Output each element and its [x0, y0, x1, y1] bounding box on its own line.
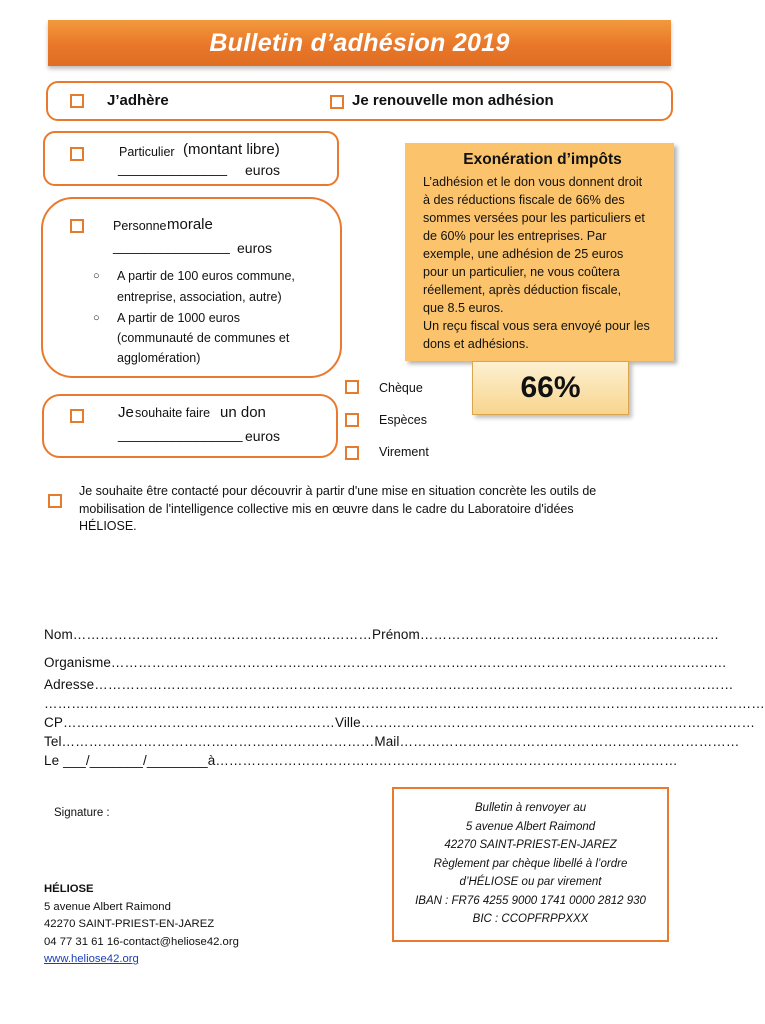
page-header [48, 20, 671, 66]
footer-address [44, 881, 304, 969]
org-name: HÉLIOSE [44, 883, 94, 895]
org-street: 5 avenue Albert Raimond [44, 900, 171, 913]
form-line-adresse[interactable]: Adresse…………………………………………………………………………………………………………………………… [44, 677, 734, 692]
signature-label: Signature : [54, 807, 110, 819]
option-1-line-2: entreprise, association, autre) [117, 290, 282, 304]
particulier-unit: euros [245, 162, 281, 178]
particulier-label: Particulier [119, 145, 175, 159]
payment-especes-checkbox[interactable] [345, 413, 359, 427]
contact-request-line: Je souhaite être contacté pour découvrir à partir d'une mise en situation concrète les outils de [79, 484, 597, 498]
personne-morale-label: Personne [113, 219, 167, 233]
option-2-line-2: (communauté de communes et [117, 331, 290, 345]
don-label-souhaite: souhaite faire [135, 406, 211, 420]
website-link[interactable]: www.heliose42.org [44, 953, 139, 965]
personne-morale-checkbox[interactable] [70, 219, 84, 233]
option-1-line-1: A partir de 100 euros commune, [117, 269, 295, 283]
form-line-date-lieu[interactable]: Le ___/_______/________à………………………………………………………………………………………… [44, 753, 678, 768]
contact-request-line: HÉLIOSE. [79, 519, 137, 533]
tax-exemption-line: à des réductions fiscale de 66% des [423, 193, 625, 207]
tax-exemption-line: Un reçu fiscal vous sera envoyé pour les [423, 319, 650, 333]
tax-exemption-line: sommes versées pour les particuliers et [423, 211, 645, 225]
personne-morale-unit: euros [237, 240, 273, 256]
payment-cheque-label: Chèque [379, 381, 423, 395]
option-bullet-icon: ○ [93, 270, 100, 282]
join-checkbox[interactable] [70, 94, 84, 108]
form-line-cp-ville[interactable]: CP……………………………………………………Ville…………………………………………………………………………… [44, 715, 756, 730]
tax-exemption-line: de 60% pour les entreprises. Par [423, 229, 607, 243]
send-to-line: 5 avenue Albert Raimond [465, 820, 596, 833]
payment-virement-label: Virement [379, 445, 429, 459]
page-title: Bulletin d’adhésion 2019 [209, 28, 510, 57]
tax-exemption-line: exemple, une adhésion de 25 euros [423, 247, 624, 261]
form-line-organisme[interactable]: Organisme……………………………………………………………………………………………………………….……… [44, 655, 727, 670]
tax-exemption-line: réellement, après déduction fiscale, [423, 283, 622, 297]
send-to-line: BIC : CCOPFRPPXXX [472, 913, 589, 925]
option-bullet-icon: ○ [93, 312, 100, 324]
don-label-je: Je [118, 404, 134, 421]
org-contact: 04 77 31 61 16-contact@heliose42.org [44, 935, 239, 948]
contact-request-checkbox[interactable] [48, 494, 62, 508]
particulier-checkbox[interactable] [70, 147, 84, 161]
don-checkbox[interactable] [70, 409, 84, 423]
option-2-line-1: A partir de 1000 euros [117, 311, 240, 325]
option-2-line-3: agglomération) [117, 351, 201, 365]
particulier-box [43, 131, 339, 186]
tax-exemption-line: que 8.5 euros. [423, 301, 504, 315]
send-to-box [392, 787, 669, 942]
send-to-line: 42270 SAINT-PRIEST-EN-JAREZ [444, 839, 617, 851]
payment-virement-checkbox[interactable] [345, 446, 359, 460]
contact-request-line: mobilisation de l'intelligence collective mis en œuvre dans le cadre du Laboratoire d'idées [79, 501, 574, 516]
don-amount-field[interactable]: ________________ [118, 426, 243, 442]
tax-exemption-line: dons et adhésions. [423, 337, 529, 351]
tax-exemption-line: pour un particulier, ne vous coûtera [423, 265, 620, 279]
tax-exemption-title: Exonération d’impôts [463, 151, 622, 168]
contact-request-text [79, 483, 669, 536]
tax-exemption-line: L’adhésion et le don vous donnent droit [423, 175, 643, 189]
send-to-line: d’HÉLIOSE ou par virement [459, 876, 602, 888]
form-line-adresse-2[interactable]: …………………………………………………………………………………………………………………………………………… [44, 696, 765, 711]
org-city: 42270 SAINT-PRIEST-EN-JAREZ [44, 918, 215, 930]
particulier-amount-field[interactable]: ______________ [118, 160, 228, 176]
send-to-line: IBAN : FR76 4255 9000 1741 0000 2812 930 [415, 894, 646, 907]
personne-morale-amount-field[interactable]: _______________ [113, 238, 230, 254]
payment-cheque-checkbox[interactable] [345, 380, 359, 394]
tax-percentage-badge: 66% [472, 361, 629, 415]
payment-especes-label: Espèces [379, 413, 427, 427]
form-line-nom-prenom[interactable]: Nom…………………………………………………………Prénom………………………………………………………… [44, 627, 720, 642]
particulier-note: (montant libre) [183, 141, 280, 158]
tax-exemption-box [405, 143, 674, 361]
don-unit: euros [245, 428, 281, 444]
renew-checkbox[interactable] [330, 95, 344, 109]
send-to-line: Règlement par chèque libellé à l’ordre [433, 857, 628, 870]
don-label-un-don: un don [220, 404, 266, 421]
personne-morale-label-big: morale [167, 216, 213, 233]
form-line-tel-mail[interactable]: Tel……………………………………………………………Mail………………………………………………………………… [44, 734, 740, 749]
renew-label: Je renouvelle mon adhésion [352, 92, 554, 109]
personal-info-form [44, 627, 765, 772]
send-to-line: Bulletin à renvoyer au [474, 802, 587, 814]
join-label: J’adhère [107, 92, 169, 109]
